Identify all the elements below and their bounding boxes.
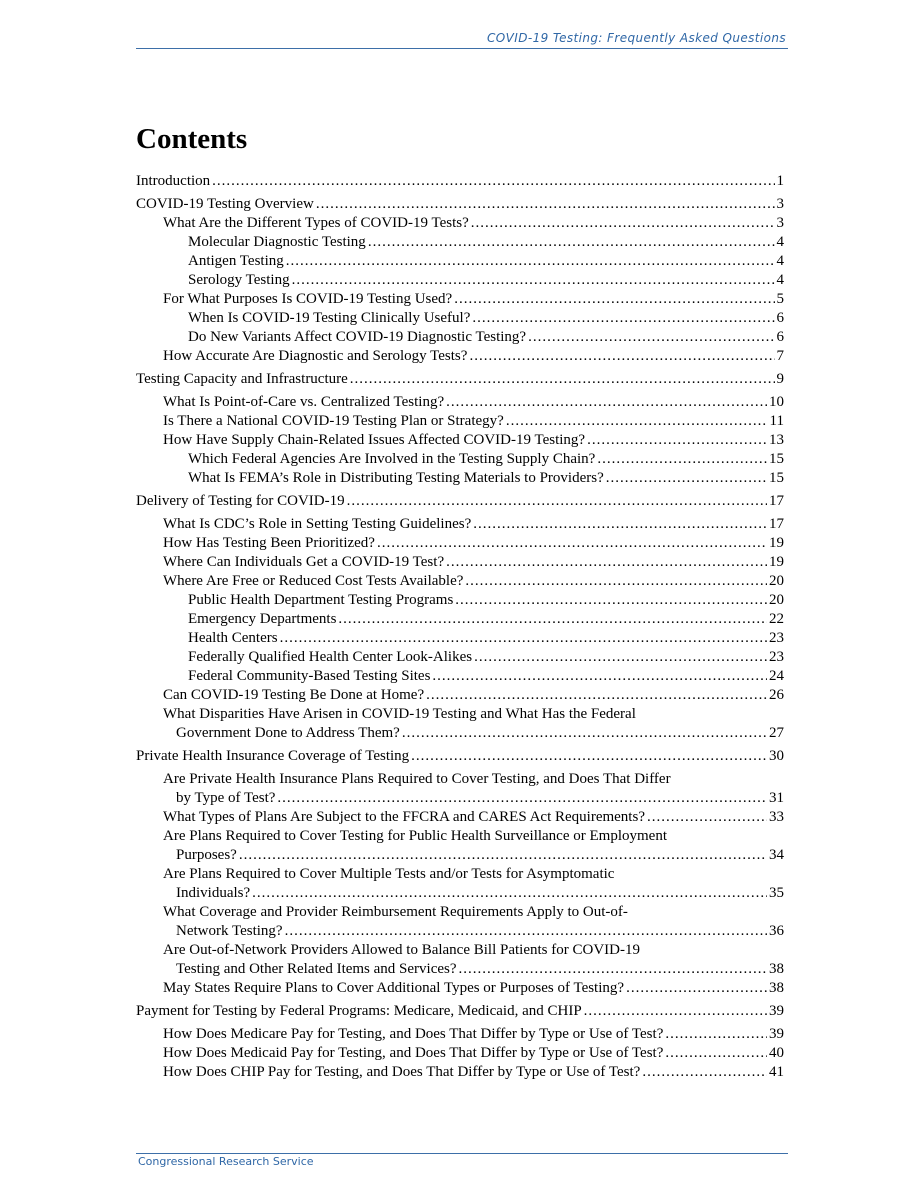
header-title: COVID-19 Testing: Frequently Asked Questions xyxy=(487,31,786,45)
toc-entry[interactable]: Health Centers ..... 23 xyxy=(136,629,784,648)
toc-entry[interactable]: Public Health Department Testing Programs ..... 20 xyxy=(136,591,784,610)
toc-entry[interactable]: How Has Testing Been Prioritized? ..... 19 xyxy=(136,534,784,553)
running-header xyxy=(136,31,788,49)
toc-entry[interactable]: What Is FEMA’s Role in Distributing Testing Materials to Providers? ..... 15 xyxy=(136,469,784,488)
toc-entry[interactable]: Emergency Departments ..... 22 xyxy=(136,610,784,629)
page-footer xyxy=(136,1153,788,1168)
toc-entry[interactable]: Molecular Diagnostic Testing ..... 4 xyxy=(136,233,784,252)
toc-entry[interactable]: What Are the Different Types of COVID-19 Tests? ..... 3 xyxy=(136,214,784,233)
toc-entry[interactable]: When Is COVID-19 Testing Clinically Useful? ..... 6 xyxy=(136,309,784,328)
toc-entry[interactable]: What Disparities Have Arisen in COVID-19 Testing and What Has the Federal Government Done to Address Them? ..... 27 xyxy=(136,705,784,743)
toc-entry[interactable]: Antigen Testing ..... 4 xyxy=(136,252,784,271)
toc-entry[interactable]: Do New Variants Affect COVID-19 Diagnostic Testing? ..... 6 xyxy=(136,328,784,347)
toc-entry[interactable]: May States Require Plans to Cover Additional Types or Purposes of Testing? ..... 38 xyxy=(136,979,784,998)
toc-entry[interactable]: Serology Testing ..... 4 xyxy=(136,271,784,290)
table-of-contents xyxy=(136,172,784,1082)
toc-entry[interactable]: Are Plans Required to Cover Testing for Public Health Surveillance or Employment Purposes? ..... 34 xyxy=(136,827,784,865)
toc-entry[interactable]: What Types of Plans Are Subject to the FFCRA and CARES Act Requirements? ..... 33 xyxy=(136,808,784,827)
page-title: Contents xyxy=(136,123,248,155)
toc-entry[interactable]: How Have Supply Chain-Related Issues Affected COVID-19 Testing? ..... 13 xyxy=(136,431,784,450)
toc-entry[interactable]: Where Can Individuals Get a COVID-19 Test? ..... 19 xyxy=(136,553,784,572)
toc-entry[interactable]: Which Federal Agencies Are Involved in the Testing Supply Chain? ..... 15 xyxy=(136,450,784,469)
toc-entry[interactable]: Federal Community-Based Testing Sites ..... 24 xyxy=(136,667,784,686)
toc-entry[interactable]: For What Purposes Is COVID-19 Testing Used? ..... 5 xyxy=(136,290,784,309)
toc-entry[interactable]: Delivery of Testing for COVID-19 ..... 17 xyxy=(136,492,784,511)
toc-entry[interactable]: How Accurate Are Diagnostic and Serology Tests? ..... 7 xyxy=(136,347,784,366)
toc-entry[interactable]: Where Are Free or Reduced Cost Tests Available? ..... 20 xyxy=(136,572,784,591)
toc-entry[interactable]: What Is Point-of-Care vs. Centralized Testing? ..... 10 xyxy=(136,393,784,412)
toc-entry[interactable]: Payment for Testing by Federal Programs: Medicare, Medicaid, and CHIP ..... 39 xyxy=(136,1002,784,1021)
toc-entry[interactable]: COVID-19 Testing Overview ..... 3 xyxy=(136,195,784,214)
toc-entry[interactable]: What Coverage and Provider Reimbursement Requirements Apply to Out-of- Network Testing? ..... 36 xyxy=(136,903,784,941)
toc-entry[interactable]: Private Health Insurance Coverage of Testing ..... 30 xyxy=(136,747,784,766)
toc-entry[interactable]: Can COVID-19 Testing Be Done at Home? ..... 26 xyxy=(136,686,784,705)
toc-entry[interactable]: Is There a National COVID-19 Testing Plan or Strategy? ..... 11 xyxy=(136,412,784,431)
toc-entry[interactable]: How Does CHIP Pay for Testing, and Does That Differ by Type or Use of Test? ..... 41 xyxy=(136,1063,784,1082)
footer-text: Congressional Research Service xyxy=(138,1155,314,1168)
toc-entry[interactable]: Testing Capacity and Infrastructure ..... 9 xyxy=(136,370,784,389)
toc-entry[interactable]: What Is CDC’s Role in Setting Testing Guidelines? ..... 17 xyxy=(136,515,784,534)
toc-entry[interactable]: Federally Qualified Health Center Look-Alikes ..... 23 xyxy=(136,648,784,667)
toc-entry[interactable]: Are Plans Required to Cover Multiple Tests and/or Tests for Asymptomatic Individuals? ..... 35 xyxy=(136,865,784,903)
toc-entry[interactable]: Are Out-of-Network Providers Allowed to Balance Bill Patients for COVID-19 Testing and Other Related Items and Services? ..... 38 xyxy=(136,941,784,979)
toc-entry[interactable]: How Does Medicaid Pay for Testing, and Does That Differ by Type or Use of Test? ..... 40 xyxy=(136,1044,784,1063)
toc-entry[interactable]: Introduction ..... 1 xyxy=(136,172,784,191)
toc-entry[interactable]: Are Private Health Insurance Plans Required to Cover Testing, and Does That Differ by Type of Test? ..... 31 xyxy=(136,770,784,808)
toc-entry[interactable]: How Does Medicare Pay for Testing, and Does That Differ by Type or Use of Test? ..... 39 xyxy=(136,1025,784,1044)
